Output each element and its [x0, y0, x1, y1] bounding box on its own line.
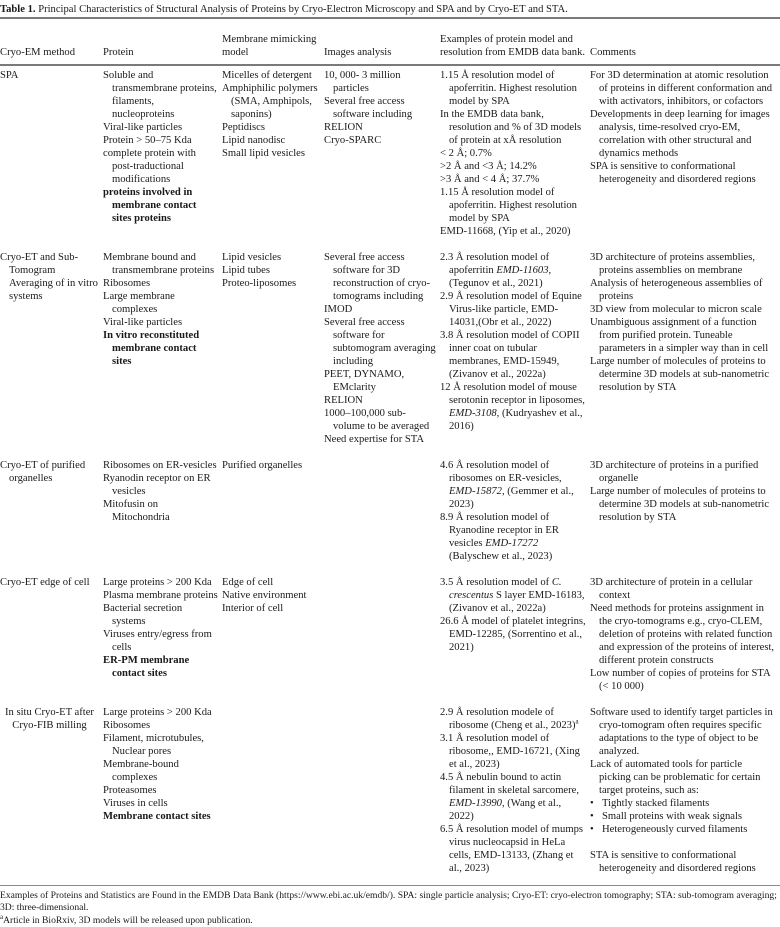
cell-line: • Small proteins with weak signals: [590, 810, 776, 823]
emdb-id: EMD-17272: [485, 538, 539, 549]
analysis-cell: [324, 703, 440, 886]
cell-line: Need expertise for STA: [324, 434, 425, 445]
comments-cell: [590, 248, 780, 456]
method-cell: [0, 456, 103, 573]
cell-line: Protein > 50–75 Kda: [103, 135, 192, 146]
cell-line: Purified organelles: [222, 460, 303, 471]
protein-cell: [103, 248, 222, 456]
cell-line: complete protein with post-traductional modifications: [103, 148, 196, 185]
cell-line: Several free access software for 3D reconstruction of cryo-tomograms including: [324, 252, 431, 302]
analysis-cell: [324, 573, 440, 703]
membrane-cell: [222, 573, 324, 703]
footnote-a: [0, 912, 780, 927]
table-body: [0, 65, 780, 886]
membrane-cell: [222, 703, 324, 886]
example-citation: , (Kudryashev et al., 2016): [449, 408, 583, 432]
header-cell: Comments: [590, 47, 636, 58]
example-text: 2.3 Å resolution model of apoferritin: [440, 252, 550, 276]
membrane-cell: [222, 248, 324, 456]
cell-line: Need methods for proteins assignment in the cryo-tomograms e.g., cryo-CLEM, deletion of proteins with related function and expression of the proteins of interest, different protein constructs: [590, 603, 775, 666]
cell-line: Peptidiscs: [222, 122, 265, 133]
footnote-marker: a: [575, 717, 579, 726]
cell-line: Several free access software for subtomogram averaging including: [324, 317, 436, 367]
footnote: Examples of Proteins and Statistics are Found in the EMDB Data Bank (https://www.ebi.ac.uk/emdb/). SPA: single particle analysis; Cryo-ET: cryo-electron tomography; STA: sub-tomogram averaging; 3D: three-dimensional.: [0, 890, 777, 913]
cell-line: Large number of molecules of proteins to determine 3D models at sub-nanometric resolution by STA: [590, 486, 770, 523]
cell-line: Small lipid vesicles: [222, 148, 305, 159]
cell-line: Cryo-ET of purified organelles: [0, 460, 86, 484]
example-entry: [440, 823, 586, 875]
analysis-cell: [324, 456, 440, 573]
caption-label: Table 1.: [0, 4, 36, 15]
example-text: 3.1 Å resolution model of ribosome,, EMD-16721, (Xing et al., 2023): [440, 733, 580, 770]
membrane-cell: [222, 65, 324, 248]
cell-line: IMOD: [324, 304, 353, 315]
cell-line: >2 Å and <3 Å; 14.2%: [440, 161, 537, 172]
comments-cell: [590, 703, 780, 886]
example-text: 26.6 Å model of platelet integrins, EMD-12285, (Sorrentino et al., 2021): [440, 616, 586, 653]
cell-line: 1000–100,000 sub-volume to be averaged: [324, 408, 430, 432]
cell-line: Ryanodin receptor on ER vesicles: [103, 473, 211, 497]
cell-line: Cryo-ET edge of cell: [0, 577, 90, 588]
cell-line: < 2 Å; 0.7%: [440, 148, 492, 159]
cell-line: 3D architecture of proteins in a purified organelle: [590, 460, 759, 484]
cell-line: Ribosomes: [103, 720, 151, 731]
emdb-id: EMD-3108: [449, 408, 497, 419]
example-text: 4.5 Å nebulin bound to actin filament in skeletal sarcomere,: [440, 772, 580, 796]
protein-cell: [103, 573, 222, 703]
protein-cell: [103, 456, 222, 573]
cell-line: Membrane-bound complexes: [103, 759, 179, 783]
protein-cell: [103, 65, 222, 248]
examples-cell: [440, 248, 590, 456]
emdb-id: EMD-15872: [449, 486, 502, 497]
emdb-id: EMD-11603: [496, 265, 549, 276]
cell-line: Soluble and transmembrane proteins, filaments, nucleoproteins: [103, 70, 217, 120]
cell-line: Developments in deep learning for images analysis, time-resolved cryo-EM, correlation with other structural and dynamics methods: [590, 109, 770, 159]
examples-cell: [440, 65, 590, 248]
examples-cell: [440, 456, 590, 573]
cell-line: STA is sensitive to conformational heterogeneity and disordered regions: [590, 850, 756, 874]
cell-line: Ribosomes: [103, 278, 151, 289]
example-entry: [440, 459, 586, 511]
method-cell: [0, 573, 103, 703]
example-text: 8.9 Å resolution model of Ryanodine receptor in ER vesicles: [440, 512, 559, 549]
cell-line: >3 Å and < 4 Å; 37.7%: [440, 174, 540, 185]
footnote-a-text: Article in BioRxiv, 3D models will be released upon publication.: [3, 915, 253, 926]
table-row: [0, 573, 780, 703]
cell-line: proteins involved in membrane contact sites proteins: [103, 187, 197, 224]
cell-line: Ribosomes on ER-vesicles: [103, 460, 217, 471]
cell-line: Large membrane complexes: [103, 291, 175, 315]
emdb-id: C. crescentus: [449, 577, 562, 601]
cell-line: Interior of cell: [222, 603, 284, 614]
cell-line: 3D view from molecular to micron scale: [590, 304, 762, 315]
cell-line: In vitro reconstituted membrane contact sites: [103, 330, 200, 367]
header-cell: Cryo-EM method: [0, 47, 76, 58]
example-entry: [440, 615, 586, 654]
cell-line: PEET, DYNAMO, EMclarity: [324, 369, 405, 393]
cell-line: Lipid vesicles: [222, 252, 282, 263]
table-header: [0, 18, 780, 65]
cell-line: Micelles of detergent: [222, 70, 312, 81]
cell-line: Viruses entry/egress from cells: [103, 629, 212, 653]
example-text: 12 Å resolution model of mouse serotonin receptor in liposomes,: [440, 382, 585, 406]
header-row: [0, 18, 780, 65]
table-row: [0, 703, 780, 886]
examples-cell: [440, 703, 590, 886]
cell-line: ER-PM membrane contact sites: [103, 655, 190, 679]
cell-line: RELION: [324, 122, 363, 133]
example-citation: , (Wang et al., 2022): [449, 798, 562, 822]
cell-line: Bacterial secretion systems: [103, 603, 183, 627]
cell-line: Viral-like particles: [103, 122, 183, 133]
cell-line: 1.15 Å resolution model of apoferritin. Highest resolution model by SPA: [440, 70, 577, 107]
cell-line: Large proteins > 200 Kda: [103, 577, 212, 588]
example-entry: [440, 329, 586, 381]
table-row: [0, 65, 780, 248]
header-cell: Examples of protein model and resolution from EMDB data bank.: [440, 34, 586, 58]
cell-line: Edge of cell: [222, 577, 274, 588]
caption-text: Principal Characteristics of Structural Analysis of Proteins by Cryo-Electron Microscopy and SPA and by Cryo-ET and STA.: [38, 4, 568, 15]
protein-cell: [103, 703, 222, 886]
cell-line: 3D architecture of proteins assemblies, proteins assemblies on membrane: [590, 252, 756, 276]
method-cell: [0, 65, 103, 248]
cell-line: 1.15 Å resolution model of apoferritin. Highest resolution model by SPA: [440, 187, 577, 224]
example-entry: [440, 381, 586, 433]
cell-line: Filament, microtubules, Nuclear pores: [103, 733, 204, 757]
cell-line: Lipid nanodisc: [222, 135, 286, 146]
cell-line: Cryo-ET and Sub-Tomogram Averaging of in vitro systems: [0, 252, 98, 302]
cell-line: Lack of automated tools for particle picking can be problematic for certain target proteins, such as:: [590, 759, 761, 796]
method-cell: [0, 703, 103, 886]
data-table: [0, 17, 780, 886]
cell-line: For 3D determination at atomic resolution of proteins in different conformation and with activators, inhibitors, or cofactors: [590, 70, 773, 107]
cell-line: Viral-like particles: [103, 317, 183, 328]
header-cell: Images analysis: [324, 47, 392, 58]
example-entry: [440, 290, 586, 329]
example-citation: S layer EMD-16183, (Zivanov et al., 2022a): [449, 590, 585, 614]
example-text: 2.9 Å resolution model of Equine Virus-like particle, EMD-14031,(Obr et al., 2022): [440, 291, 582, 328]
example-citation: , (Tegunov et al., 2021): [449, 265, 552, 289]
example-entry: [440, 576, 586, 615]
examples-cell: [440, 573, 590, 703]
cell-line: Unambiguous assignment of a function from purified protein. Tuneable parameters in a simpler way than in cell: [590, 317, 769, 354]
method-cell: [0, 248, 103, 456]
table-row: [0, 248, 780, 456]
cell-line: Membrane bound and transmembrane proteins: [103, 252, 215, 276]
header-cell: Membrane mimicking model: [222, 34, 317, 58]
cell-line: Several free access software including: [324, 96, 413, 120]
table-caption: [0, 0, 780, 16]
cell-line: Proteo-liposomes: [222, 278, 297, 289]
analysis-cell: [324, 65, 440, 248]
cell-line: Large number of molecules of proteins to determine 3D models at sub-nanometric resolution by STA: [590, 356, 770, 393]
cell-line: Mitofusin on Mitochondria: [103, 499, 170, 523]
header-cell: Protein: [103, 47, 134, 58]
cell-line: • Tightly stacked filaments: [590, 797, 776, 810]
example-text: 3.5 Å resolution model of: [440, 577, 552, 588]
example-text: 3.8 Å resolution model of COPII inner coat on tubular membranes, EMD-15949, (Zivanov et al., 2022a): [440, 330, 580, 380]
cell-line: RELION: [324, 395, 363, 406]
example-entry: [440, 706, 586, 732]
cell-line: Plasma membrane proteins: [103, 590, 218, 601]
cell-line: Viruses in cells: [103, 798, 168, 809]
cell-line: EMD-11668, (Yip et al., 2020): [440, 226, 571, 237]
cell-line: 3D architecture of protein in a cellular context: [590, 577, 753, 601]
example-text: 4.6 Å resolution model of ribosomes on ER-vesicles,: [440, 460, 562, 484]
cell-line: Cryo-SPARC: [324, 135, 382, 146]
example-entry: [440, 771, 586, 823]
membrane-cell: [222, 456, 324, 573]
cell-line: Membrane contact sites: [103, 811, 211, 822]
spacer: [590, 836, 776, 849]
cell-line: Analysis of heterogeneous assemblies of proteins: [590, 278, 763, 302]
cell-line: In the EMDB data bank, resolution and % of 3D models of protein at xÅ resolution: [440, 109, 582, 146]
table-row: [0, 456, 780, 573]
cell-line: SPA: [0, 70, 19, 81]
example-entry: [440, 732, 586, 771]
example-text: 6.5 Å resolution model of mumps virus nucleocapsid in HeLa cells, EMD-13133, (Zhang et al., 2023): [440, 824, 584, 874]
cell-line: Native environment: [222, 590, 307, 601]
emdb-id: EMD-13990: [449, 798, 502, 809]
cell-line: Large proteins > 200 Kda: [103, 707, 212, 718]
cell-line: Lipid tubes: [222, 265, 270, 276]
example-citation: (Balyschew et al., 2023): [449, 551, 553, 562]
example-entry: [440, 511, 586, 563]
comments-cell: [590, 65, 780, 248]
example-citation: , (Gemmer et al., 2023): [449, 486, 574, 510]
footnote-a-marker: a: [0, 912, 4, 921]
cell-line: In situ Cryo-ET after Cryo-FIB milling: [5, 707, 94, 731]
cell-line: Software used to identify target particles in cryo-tomogram often requires specific adaptations to the type of object to be analyzed.: [590, 707, 773, 757]
cell-line: Amphiphilic polymers (SMA, Amphipols, saponins): [222, 83, 318, 120]
cell-line: Proteasomes: [103, 785, 157, 796]
cell-line: • Heterogeneously curved filaments: [590, 823, 776, 836]
example-entry: [440, 251, 586, 290]
comments-cell: [590, 456, 780, 573]
cell-line: SPA is sensitive to conformational heterogeneity and disordered regions: [590, 161, 756, 185]
cell-line: Low number of copies of proteins for STA (< 10 000): [590, 668, 771, 692]
analysis-cell: [324, 248, 440, 456]
example-text: 2.9 Å resolution modele of ribosome (Cheng et al., 2023): [440, 707, 576, 731]
comments-cell: [590, 573, 780, 703]
cell-line: 10, 000- 3 million particles: [324, 70, 401, 94]
